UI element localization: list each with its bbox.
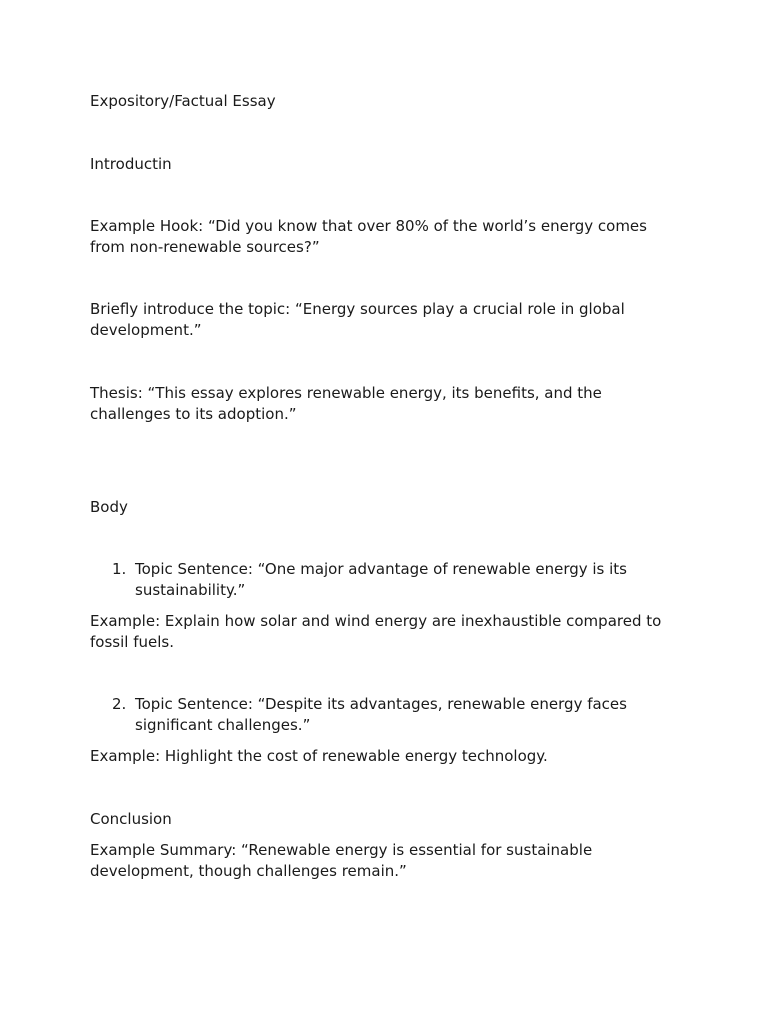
topic-sentence: Topic Sentence: “One major advantage of renewable energy is its sustainability.” xyxy=(135,560,627,599)
body-example: Example: Highlight the cost of renewable energy technology. xyxy=(90,747,548,765)
list-item-number: 1. xyxy=(112,560,127,578)
body-heading: Body xyxy=(90,498,128,516)
topic-introduction: Briefly introduce the topic: “Energy sources play a crucial role in global development.” xyxy=(90,300,625,339)
list-item-number: 2. xyxy=(112,695,127,713)
example-hook: Example Hook: “Did you know that over 80% of the world’s energy comes from non-renewable sources?” xyxy=(90,217,647,256)
thesis-statement: Thesis: “This essay explores renewable energy, its benefits, and the challenges to its adoption.” xyxy=(90,384,602,423)
body-example: Example: Explain how solar and wind energy are inexhaustible compared to fossil fuels. xyxy=(90,612,662,651)
example-summary: Example Summary: “Renewable energy is essential for sustainable development, though challenges remain.” xyxy=(90,841,593,880)
topic-sentence: Topic Sentence: “Despite its advantages, renewable energy faces significant challenges.” xyxy=(135,695,627,734)
document-title: Expository/Factual Essay xyxy=(90,92,276,110)
conclusion-heading: Conclusion xyxy=(90,810,172,828)
introduction-heading: Introductin xyxy=(90,155,172,173)
